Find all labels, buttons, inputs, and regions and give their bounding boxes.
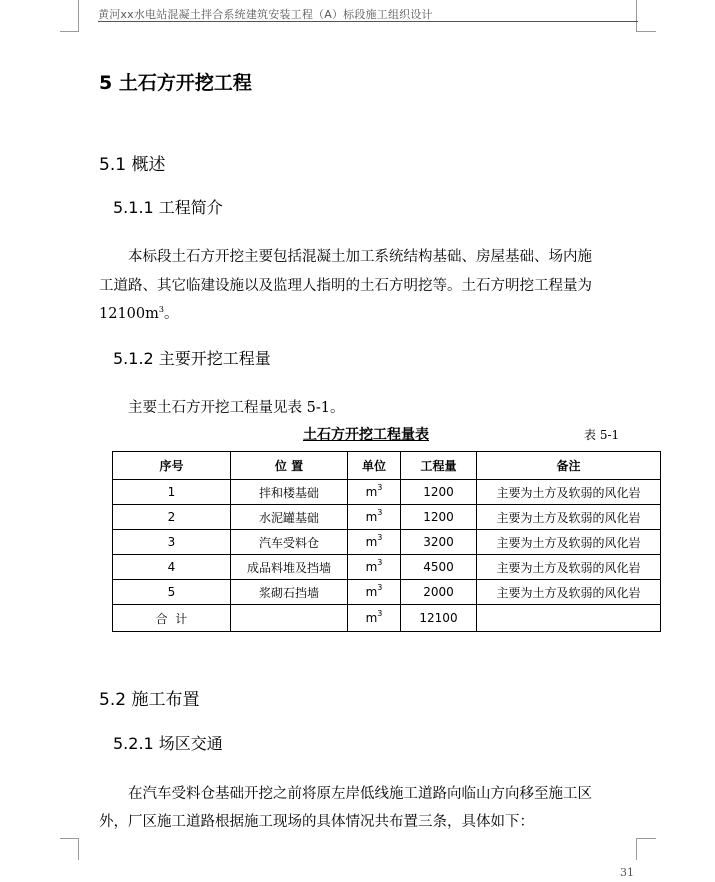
heading-section-5: 5 土石方开挖工程 bbox=[99, 72, 252, 94]
table-header-row bbox=[113, 452, 661, 480]
paragraph-line: 主要土石方开挖工程量见表 5-1。 bbox=[128, 400, 345, 416]
header-rule bbox=[98, 21, 638, 22]
cell-quantity: 3200 bbox=[401, 530, 477, 555]
crop-mark bbox=[60, 31, 79, 32]
table-row bbox=[113, 480, 661, 505]
cell-note: 主要为土方及软弱的风化岩 bbox=[477, 530, 661, 555]
cell-note: 主要为土方及软弱的风化岩 bbox=[477, 555, 661, 580]
heading-section-5-2-1: 5.2.1 场区交通 bbox=[113, 734, 223, 753]
crop-mark bbox=[78, 0, 79, 32]
cell-quantity: 1200 bbox=[401, 505, 477, 530]
header-quantity: 工程量 bbox=[401, 452, 477, 480]
cell-total-quantity: 12100 bbox=[401, 605, 477, 632]
excavation-volume: 12100m bbox=[99, 306, 159, 322]
paragraph-line bbox=[99, 302, 178, 323]
page-number: 31 bbox=[620, 866, 634, 879]
cell-location: 拌和楼基础 bbox=[231, 480, 348, 505]
header-note: 备注 bbox=[477, 452, 661, 480]
crop-mark bbox=[60, 838, 79, 839]
cell-no: 2 bbox=[113, 505, 231, 530]
crop-mark bbox=[636, 0, 637, 32]
crop-mark bbox=[78, 838, 79, 860]
cell-no: 5 bbox=[113, 580, 231, 605]
cell-note: 主要为土方及软弱的风化岩 bbox=[477, 580, 661, 605]
crop-mark bbox=[636, 838, 656, 839]
cell-location: 水泥罐基础 bbox=[231, 505, 348, 530]
cell-quantity: 2000 bbox=[401, 580, 477, 605]
header-no: 序号 bbox=[113, 452, 231, 480]
punctuation: 。 bbox=[163, 306, 179, 322]
page-header: 黄河xx水电站混凝土拌合系统建筑安装工程（A）标段施工组织设计 bbox=[98, 8, 433, 21]
table-row bbox=[113, 505, 661, 530]
table-row bbox=[113, 580, 661, 605]
cell-total-label: 合 计 bbox=[113, 605, 231, 632]
cell-no: 1 bbox=[113, 480, 231, 505]
cell-note: 主要为土方及软弱的风化岩 bbox=[477, 480, 661, 505]
crop-mark bbox=[636, 838, 637, 860]
cell-note: 主要为土方及软弱的风化岩 bbox=[477, 505, 661, 530]
table-reference: 表 5-1 bbox=[584, 428, 620, 442]
header-unit: 单位 bbox=[348, 452, 401, 480]
table-total-row bbox=[113, 605, 661, 632]
heading-section-5-1-1: 5.1.1 工程简介 bbox=[113, 198, 223, 217]
heading-section-5-2: 5.2 施工布置 bbox=[99, 690, 200, 710]
cell-location: 成品料堆及挡墙 bbox=[231, 555, 348, 580]
table-row bbox=[113, 555, 661, 580]
cell-note bbox=[477, 605, 661, 632]
cell-location bbox=[231, 605, 348, 632]
table-row bbox=[113, 530, 661, 555]
cell-location: 汽车受料仓 bbox=[231, 530, 348, 555]
cell-unit: $m^3$ bbox=[348, 605, 401, 632]
cell-unit: $m^3$ bbox=[348, 580, 401, 605]
cell-unit: $m^3$ bbox=[348, 480, 401, 505]
paragraph-line: 本标段土石方开挖主要包括混凝土加工系统结构基础、房屋基础、场内施 bbox=[128, 249, 592, 265]
heading-section-5-1-2: 5.1.2 主要开挖工程量 bbox=[113, 349, 271, 368]
header-location: 位 置 bbox=[231, 452, 348, 480]
cell-quantity: 4500 bbox=[401, 555, 477, 580]
paragraph-line: 外，厂区施工道路根据施工现场的具体情况共布置三条，具体如下： bbox=[99, 814, 534, 830]
superscript: 3 bbox=[158, 305, 164, 314]
excavation-quantity-table bbox=[112, 451, 661, 632]
paragraph-line: 工道路、其它临建设施以及监理人指明的土石方明挖等。土石方明挖工程量为 bbox=[99, 278, 592, 294]
cell-unit: $m^3$ bbox=[348, 555, 401, 580]
paragraph-line: 在汽车受料仓基础开挖之前将原左岸低线施工道路向临山方向移至施工区 bbox=[128, 786, 592, 802]
cell-unit: $m^3$ bbox=[348, 530, 401, 555]
cell-quantity: 1200 bbox=[401, 480, 477, 505]
crop-mark bbox=[636, 31, 656, 32]
cell-unit: $m^3$ bbox=[348, 505, 401, 530]
heading-section-5-1: 5.1 概述 bbox=[99, 155, 166, 175]
cell-no: 3 bbox=[113, 530, 231, 555]
cell-location: 浆砌石挡墙 bbox=[231, 580, 348, 605]
table-title: 土石方开挖工程量表 bbox=[303, 427, 429, 443]
cell-no: 4 bbox=[113, 555, 231, 580]
